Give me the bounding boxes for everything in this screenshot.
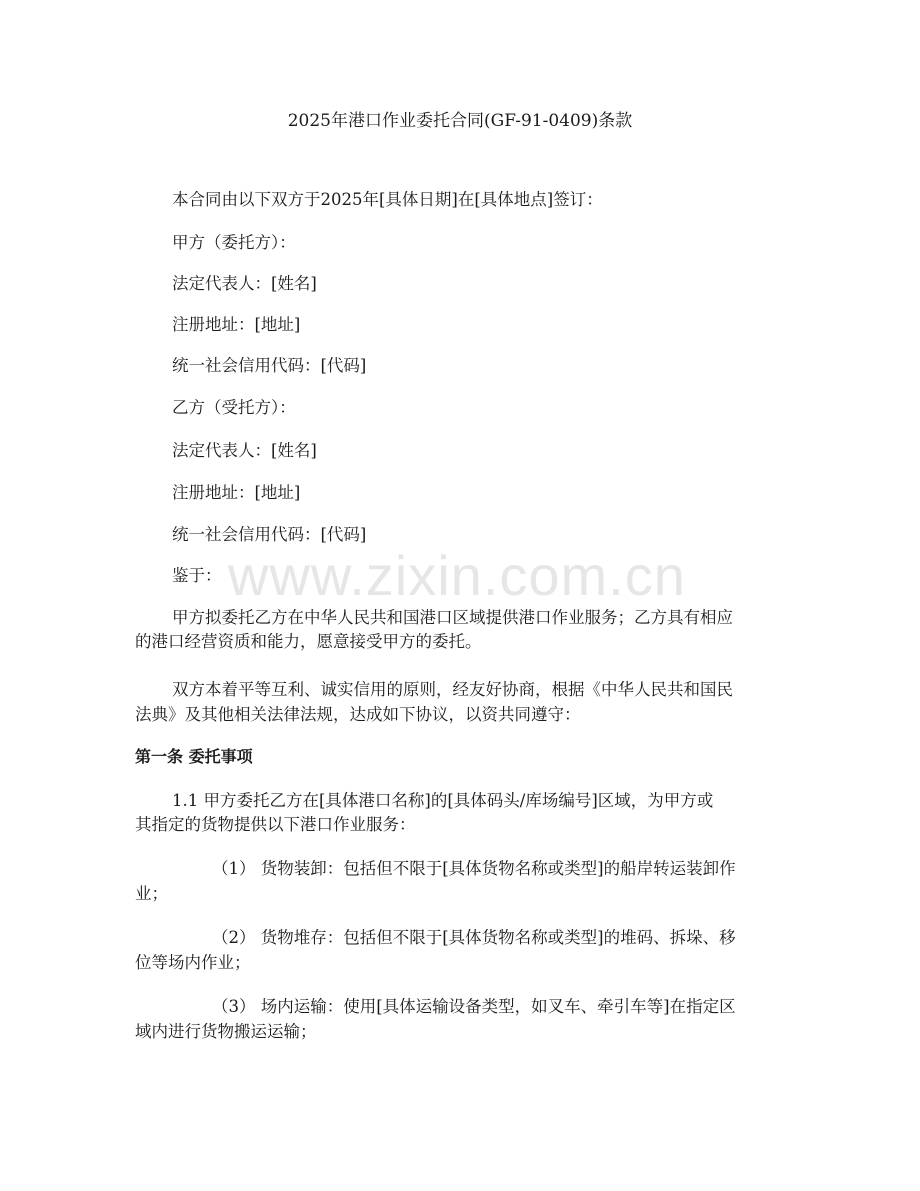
intro-text: 本合同由以下双方于2025年[具体日期]在[具体地点]签订：: [172, 190, 603, 209]
party-b-heading: 乙方（受托方）：: [172, 398, 296, 417]
party-a-address: 注册地址：[地址]: [172, 315, 301, 334]
item3-line2: 域内进行货物搬运运输；: [135, 1022, 317, 1041]
article1-heading: 第一条 委托事项: [135, 747, 253, 766]
document-title: 2025年港口作业委托合同(GF-91-0409)条款: [287, 111, 633, 131]
party-a-rep: 法定代表人：[姓名]: [172, 274, 317, 293]
watermark: www.zixin.com.cn: [228, 544, 686, 607]
para2-line1: 双方本着平等互利、诚实信用的原则，经友好协商，根据《中华人民共和国民: [172, 680, 733, 699]
party-b-credit-code: 统一社会信用代码：[代码]: [172, 525, 367, 544]
para1-line1: 甲方拟委托乙方在中华人民共和国港口区域提供港口作业服务；乙方具有相应: [172, 608, 733, 627]
para1-line2: 的港口经营资质和能力，愿意接受甲方的委托。: [135, 632, 482, 651]
party-b-rep: 法定代表人：[姓名]: [172, 441, 317, 460]
clause-1-1-line2: 其指定的货物提供以下港口作业服务：: [135, 815, 416, 834]
item1-line2: 业；: [135, 884, 168, 903]
para2-line2: 法典》及其他相关法律法规，达成如下协议，以资共同遵守：: [135, 705, 581, 724]
item1-line1: （1） 货物装卸：包括但不限于[具体货物名称或类型]的船岸转运装卸作: [212, 859, 736, 878]
party-b-address: 注册地址：[地址]: [172, 483, 301, 502]
item3-line1: （3） 场内运输：使用[具体运输设备类型，如叉车、牵引车等]在指定区: [212, 997, 736, 1016]
item2-line1: （2） 货物堆存：包括但不限于[具体货物名称或类型]的堆码、拆垛、移: [212, 928, 736, 947]
whereas-label: 鉴于：: [172, 566, 222, 585]
party-a-heading: 甲方（委托方）：: [172, 233, 296, 252]
item2-line2: 位等场内作业；: [135, 953, 251, 972]
party-a-credit-code: 统一社会信用代码：[代码]: [172, 356, 367, 375]
clause-1-1-line1: 1.1 甲方委托乙方在[具体港口名称]的[具体码头/库场编号]区域，为甲方或: [172, 791, 714, 810]
